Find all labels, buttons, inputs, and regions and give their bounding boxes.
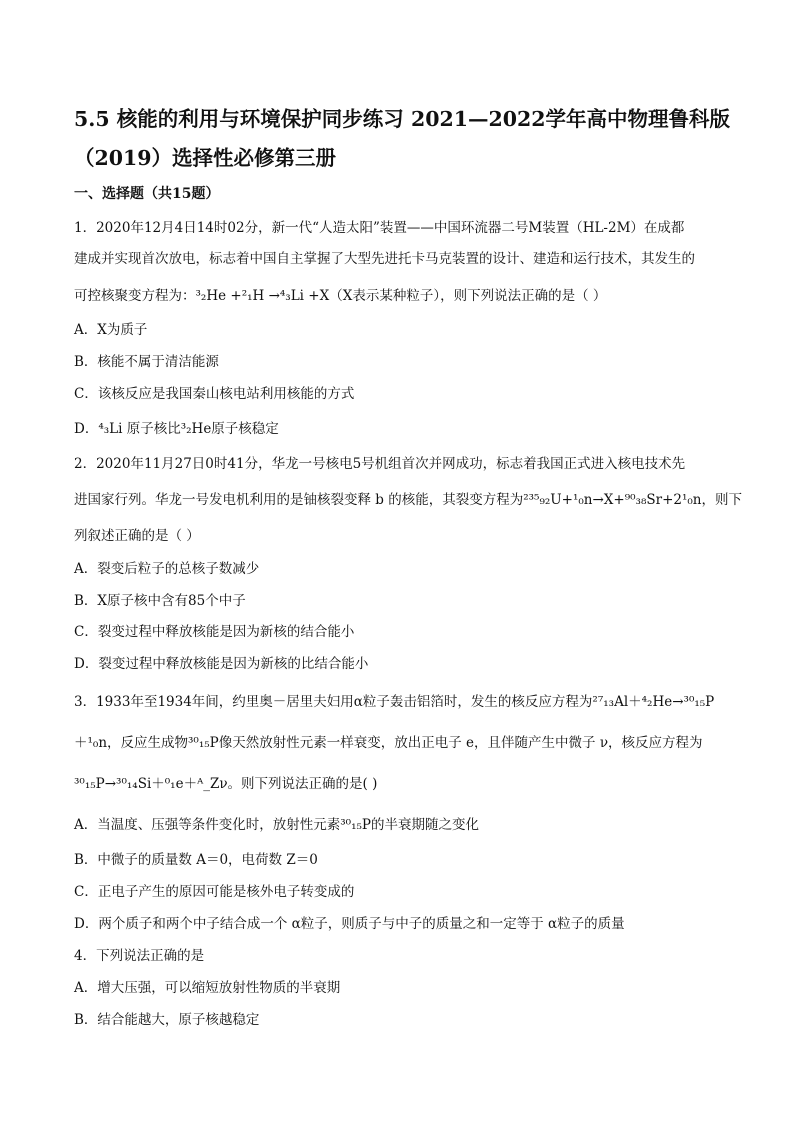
- question-3-option-d: D．两个质子和两个中子结合成一个 α粒子，则质子与中子的质量之和一定等于 α粒子的质量: [74, 916, 625, 932]
- question-1-option-a: A．X为质子: [74, 322, 148, 338]
- question-4-line-1: 4．下列说法正确的是: [74, 948, 205, 964]
- question-2-line-2: 进国家行列。华龙一号发电机利用的是铀核裂变释 b 的核能，其裂变方程为²³⁵₉₂U+¹₀n→X+⁹⁰₃₈Sr+2¹₀n，则下: [74, 492, 742, 508]
- question-3-option-b: B．中微子的质量数 A＝0，电荷数 Z＝0: [74, 852, 318, 868]
- question-2-line-1: 2．2020年11月27日0时41分，华龙一号核电5号机组首次并网成功，标志着我国正式进入核电技术先: [74, 456, 686, 472]
- question-2-option-c: C．裂变过程中释放核能是因为新核的结合能小: [74, 624, 355, 640]
- question-2-line-3: 列叙述正确的是（ ）: [74, 528, 200, 544]
- question-1-line-1: 1．2020年12月4日14时02分，新一代“人造太阳”装置——中国环流器二号M装置（HL-2M）在成都: [74, 220, 685, 236]
- question-3-line-1: 3．1933年至1934年间，约里奥－居里夫妇用α粒子轰击铝箔时，发生的核反应方程为²⁷₁₃Al＋⁴₂He→³⁰₁₅P: [74, 694, 715, 710]
- document-title-line-1: 5.5 核能的利用与环境保护同步练习 2021—2022学年高中物理鲁科版: [74, 107, 731, 131]
- question-3-line-3: ³⁰₁₅P→³⁰₁₄Si＋⁰₁e＋ᴬ_Zν。则下列说法正确的是( ): [74, 776, 378, 792]
- question-3-line-2: ＋¹₀n，反应生成物³⁰₁₅P像天然放射性元素一样衰变，放出正电子 e，且伴随产生中微子 ν，核反应方程为: [74, 735, 703, 751]
- question-1-line-3: 可控核聚变方程为：³₂He +²₁H →⁴₃Li +X（X表示某种粒子），则下列说法正确的是（ ）: [74, 288, 607, 304]
- question-4-option-a: A．增大压强，可以缩短放射性物质的半衰期: [74, 980, 341, 996]
- question-4-option-b: B．结合能越大，原子核越稳定: [74, 1012, 260, 1028]
- document-title-line-2: （2019）选择性必修第三册: [74, 146, 337, 170]
- question-1-option-d: D．⁴₃Li 原子核比³₂He原子核稳定: [74, 421, 279, 437]
- question-2-option-d: D．裂变过程中释放核能是因为新核的比结合能小: [74, 656, 369, 672]
- question-1-option-c: C．该核反应是我国秦山核电站利用核能的方式: [74, 386, 355, 402]
- question-1-option-b: B．核能不属于清洁能源: [74, 354, 219, 370]
- question-3-option-c: C．正电子产生的原因可能是核外电子转变成的: [74, 884, 355, 900]
- question-2-option-b: B．X原子核中含有85个中子: [74, 593, 246, 609]
- section-heading: 一、选择题（共15题）: [74, 186, 220, 202]
- question-2-option-a: A．裂变后粒子的总核子数减少: [74, 561, 260, 577]
- question-3-option-a: A．当温度、压强等条件变化时，放射性元素³⁰₁₅P的半衰期随之变化: [74, 817, 479, 833]
- question-1-line-2: 建成并实现首次放电，标志着中国自主掌握了大型先进托卡马克装置的设计、建造和运行技术，其发生的: [74, 251, 695, 267]
